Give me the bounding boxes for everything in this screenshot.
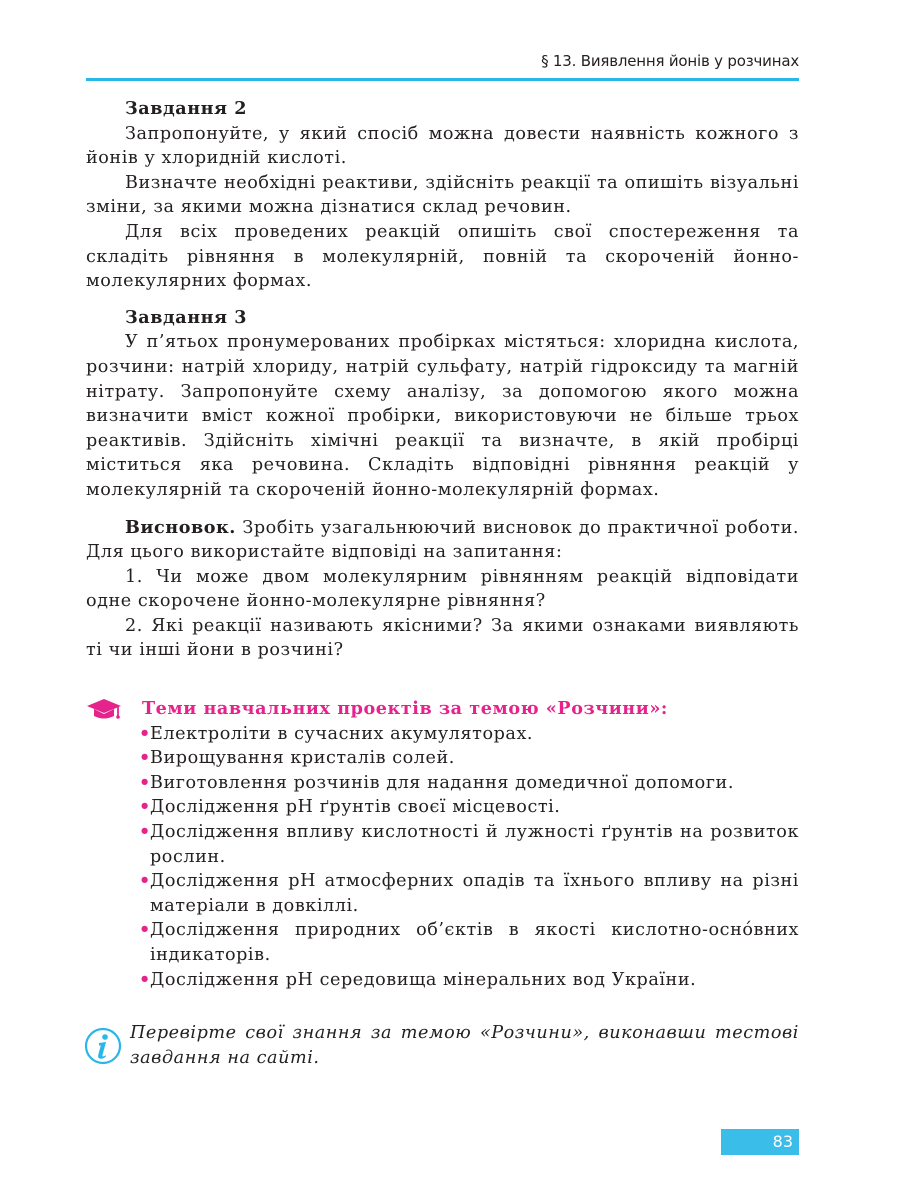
bullet: • xyxy=(139,747,151,769)
page-number: 83 xyxy=(772,1132,793,1151)
conclusion-lead: Висновок. xyxy=(125,516,236,538)
conclusion-question-2: 2. Які реакції називають якісними? За якими ознаками виявляють ті чи інші йони в розчині? xyxy=(86,615,799,661)
projects-block xyxy=(86,697,799,992)
list-item: • Виготовлення розчинів для надання домедичної допомоги. xyxy=(139,771,799,796)
page-number-badge xyxy=(721,1129,799,1155)
task-3-paragraph-1: У п’ятьох пронумерованих пробірках містяться: хлоридна кислота, розчини: натрій хлориду, натрій сульфату, натрій гідроксиду та магній нітрату. Запропонуйте схему аналізу, за допомогою якого можна визначити вміст кожної пробірки, використовуючи не більше трьох реактивів. Здійсніть хімічні реакції та визначте, в якій пробірці міститься яка речовина. Складіть відповідні рівняння реакцій у молекулярній та скороченій йонно-молекулярній формах. xyxy=(86,332,799,500)
bullet: • xyxy=(139,771,151,793)
info-icon xyxy=(84,1027,122,1065)
conclusion-text: Зробіть узагальнюючий висновок до практичної роботи. Для цього використайте відповіді на запитання: xyxy=(86,517,799,563)
list-item: • Вирощування кристалів солей. xyxy=(139,746,799,771)
conclusion-paragraph xyxy=(86,516,799,565)
task-2-paragraph-2: Визначте необхідні реактиви, здійсніть реакції та опишіть візуальні зміни, за якими можна дізнатися склад речовин. xyxy=(86,172,799,218)
task-2-title: Завдання 2 xyxy=(125,98,248,119)
list-item: • Дослідження pH атмосферних опадів та їхнього впливу на різні матеріали в довкіллі. xyxy=(139,870,799,916)
list-item: • Дослідження pH ґрунтів своєї місцевості. xyxy=(139,795,799,820)
projects-list xyxy=(139,722,799,993)
section-title: § 13. Виявлення йонів у розчинах xyxy=(541,52,799,70)
header-divider xyxy=(86,78,799,81)
bullet: • xyxy=(139,919,151,941)
spacer xyxy=(86,294,799,306)
task-2-paragraph-3: Для всіх проведених реакцій опишіть свої спостереження та складіть рівняння в молекулярній, повній та скороченій йонно-молекулярних формах. xyxy=(86,221,799,292)
spacer xyxy=(86,503,799,516)
list-item: • Дослідження pH середовища мінеральних вод України. xyxy=(139,968,799,993)
conclusion-question-1: 1. Чи може двом молекулярним рівнянням реакцій відповідати одне скорочене йонно-молекулярне рівняння? xyxy=(86,566,799,612)
list-item: • Дослідження природних об’єктів в якості кислотно-оснóвних індикаторів. xyxy=(139,919,799,965)
main-content xyxy=(86,97,799,663)
projects-title: Теми навчальних проектів за темою «Розчини»: xyxy=(142,698,668,719)
bullet: • xyxy=(139,796,151,818)
info-text: Перевірте свої знання за темою «Розчини», виконавши тестові завдання на сайті. xyxy=(130,1023,799,1068)
bullet: • xyxy=(139,722,151,744)
task-3-title: Завдання 3 xyxy=(125,306,248,328)
graduation-cap-icon xyxy=(86,697,122,721)
bullet: • xyxy=(139,870,151,892)
list-item: • Електроліти в сучасних акумуляторах. xyxy=(139,722,799,747)
running-header xyxy=(86,52,799,78)
info-note xyxy=(84,1021,799,1070)
task-2-paragraph-1: Запропонуйте, у який спосіб можна довести наявність кожного з йонів у хлоридній кислоті. xyxy=(86,123,799,169)
bullet: • xyxy=(139,820,151,842)
list-item: • Дослідження впливу кислотності й лужності ґрунтів на розвиток рослин. xyxy=(139,820,799,867)
bullet: • xyxy=(139,968,151,990)
